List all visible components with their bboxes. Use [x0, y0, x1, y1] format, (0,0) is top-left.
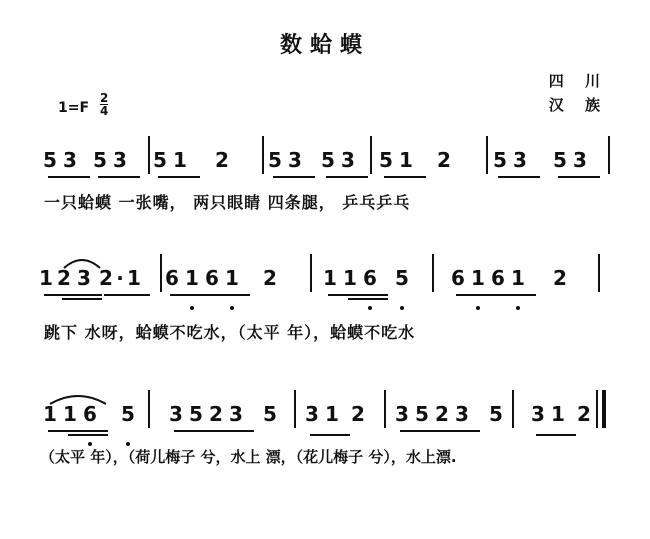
note: 1 — [343, 266, 357, 290]
barline — [148, 390, 150, 428]
octave-dot — [476, 306, 480, 310]
duration-underline — [310, 434, 350, 436]
lyrics-line-2: 跳下 水呀，蛤蟆不吃水，（太平 年），蛤蟆不吃水 — [44, 323, 416, 342]
note: 6 — [491, 266, 505, 290]
duration-underline — [48, 430, 108, 432]
duration-underline — [326, 176, 368, 178]
octave-dot — [368, 306, 372, 310]
barline — [486, 136, 488, 174]
barline — [432, 254, 434, 292]
note: 1 — [399, 148, 413, 172]
key-signature: 1=F — [58, 100, 90, 116]
duration-underline — [158, 176, 200, 178]
duration-underline — [68, 434, 108, 436]
note: 1 — [39, 266, 53, 290]
note: 5 — [493, 148, 507, 172]
note: 5 — [379, 148, 393, 172]
note: 2 — [263, 266, 277, 290]
note: 3 — [77, 266, 91, 290]
note: 3 — [341, 148, 355, 172]
note: 1 — [173, 148, 187, 172]
note: 1 — [471, 266, 485, 290]
barline — [598, 254, 600, 292]
note: 6 — [363, 266, 377, 290]
note: 1 — [43, 402, 57, 426]
note: 5 — [489, 402, 503, 426]
note: 5 — [395, 266, 409, 290]
note: 6 — [205, 266, 219, 290]
barline — [148, 136, 150, 174]
octave-dot — [516, 306, 520, 310]
note: 1 — [127, 266, 141, 290]
note: 2 — [351, 402, 365, 426]
barline — [370, 136, 372, 174]
note: 2 — [209, 402, 223, 426]
note: 5 — [263, 402, 277, 426]
note: 5 — [415, 402, 429, 426]
note: 3 — [395, 402, 409, 426]
note: 1 — [551, 402, 565, 426]
note: 5 — [93, 148, 107, 172]
note: 3 — [63, 148, 77, 172]
time-signature — [100, 92, 108, 117]
note: 5 — [121, 402, 135, 426]
octave-dot — [400, 306, 404, 310]
duration-underline — [456, 294, 536, 296]
note: 2 — [57, 266, 71, 290]
note: 2 — [553, 266, 567, 290]
note: 3 — [288, 148, 302, 172]
note: 2 — [437, 148, 451, 172]
note: 6 — [165, 266, 179, 290]
time-numerator: 2 — [100, 91, 109, 105]
note: 1 — [225, 266, 239, 290]
note: 6 — [451, 266, 465, 290]
final-barline — [602, 390, 606, 428]
note: 3 — [113, 148, 127, 172]
slur — [48, 390, 108, 406]
note: 3 — [531, 402, 545, 426]
note: 6 — [83, 402, 97, 426]
note: 1 — [325, 402, 339, 426]
origin-ethnicity: 汉 族 — [548, 96, 608, 114]
note: 5 — [321, 148, 335, 172]
barline — [262, 136, 264, 174]
duration-underline — [536, 434, 576, 436]
origin-region: 四 川 — [548, 72, 608, 90]
duration-underline — [104, 294, 150, 296]
song-title: 数蛤蟆 — [279, 33, 370, 58]
duration-underline — [98, 176, 140, 178]
barline — [294, 390, 296, 428]
note: 5 — [553, 148, 567, 172]
time-denominator: 4 — [100, 104, 109, 118]
duration-underline — [273, 176, 315, 178]
note: 2 — [577, 402, 591, 426]
duration-underline — [498, 176, 540, 178]
barline — [596, 390, 598, 428]
note: 3 — [229, 402, 243, 426]
note: 1 — [63, 402, 77, 426]
barline — [384, 390, 386, 428]
slur — [62, 254, 102, 270]
duration-underline — [48, 176, 90, 178]
duration-underline — [62, 298, 102, 300]
note: 1 — [511, 266, 525, 290]
duration-underline — [348, 298, 388, 300]
duration-underline — [384, 176, 426, 178]
duration-underline — [400, 430, 480, 432]
octave-dot — [190, 306, 194, 310]
note: 5 — [153, 148, 167, 172]
duration-underline — [174, 430, 254, 432]
note: 5 — [189, 402, 203, 426]
note: 3 — [169, 402, 183, 426]
note: 5 — [268, 148, 282, 172]
note: 2 — [215, 148, 229, 172]
note: 3 — [513, 148, 527, 172]
barline — [512, 390, 514, 428]
lyrics-line-3: （太平 年），（荷儿梅子 兮，水上 漂，（花儿梅子 兮），水上漂. — [40, 448, 457, 466]
barline — [608, 136, 610, 174]
note: 3 — [305, 402, 319, 426]
note: 3 — [455, 402, 469, 426]
note: 1 — [185, 266, 199, 290]
note: 5 — [43, 148, 57, 172]
duration-underline — [44, 294, 102, 296]
note: 2 — [99, 266, 113, 290]
barline — [160, 254, 162, 292]
octave-dot — [230, 306, 234, 310]
barline — [310, 254, 312, 292]
lyrics-line-1: 一只蛤蟆 一张嘴， 两只眼睛 四条腿， 乒乓乒乓 — [44, 193, 411, 212]
note: 2 — [435, 402, 449, 426]
duration-underline — [170, 294, 250, 296]
duration-underline — [558, 176, 600, 178]
duration-underline — [328, 294, 388, 296]
note: 3 — [573, 148, 587, 172]
note: 1 — [323, 266, 337, 290]
note: · — [116, 266, 124, 290]
